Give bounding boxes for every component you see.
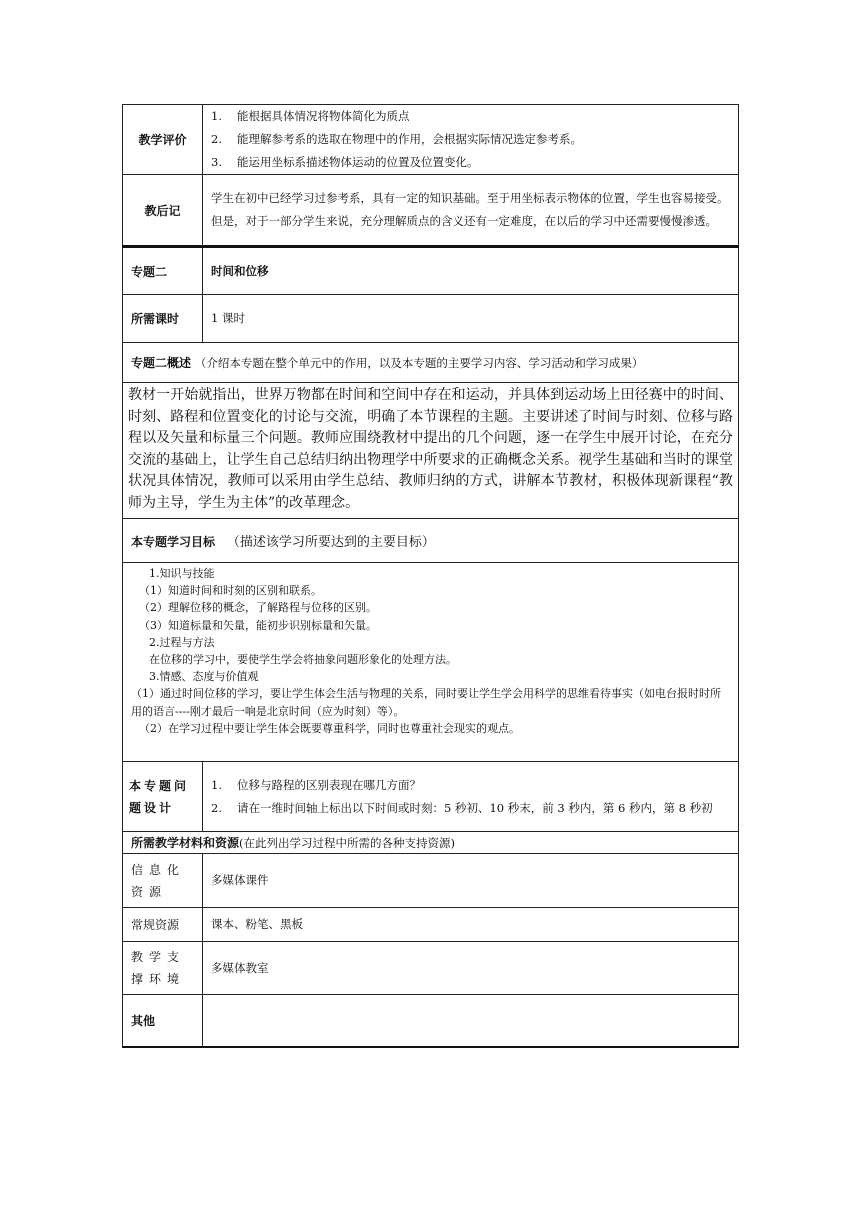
objective-line: 2.过程与方法 [149,635,215,649]
list-item: 2. 能理解参考系的选取在物理中的作用，会根据实际情况选定参考系。 [211,132,582,146]
afterword-row [123,175,739,247]
objective-line: 1.知识与技能 [149,567,215,580]
list-item: 1. 能根据具体情况将物体简化为质点 [211,109,410,123]
topic-label: 专题二 [123,247,203,295]
objective-line: （2）理解位移的概念，了解路程与位移的区别。 [139,601,377,615]
other-value [203,995,739,1047]
lesson-plan-document [122,104,738,1048]
afterword-label: 教后记 [123,175,203,247]
objective-line: 在位移的学习中，要使学生学会将抽象问题形象化的处理方法。 [149,653,457,667]
resource-value: 多媒体课件 [203,854,739,908]
resources-hint: (在此列出学习过程中所需的各种支持资源) [239,836,455,851]
overview-hint: （介绍本专题在整个单元中的作用，以及本专题的主要学习内容、学习活动和学习成果） [194,356,644,370]
resources-label: 所需教学材料和资源 [131,836,240,851]
resource-value: 多媒体教室 [203,942,739,995]
list-item: 1. 位移与路程的区别表现在哪几方面？ [211,777,421,792]
resource-label: 常规资源 [123,908,203,942]
objective-line: 3.情感、态度与价值观 [149,670,259,684]
overview-text: 教材一开始就指出，世界万物都在时间和空间中存在和运动，并具体到运动场上田径赛中的时间、时刻、路程和位置变化的讨论与交流，明确了本节课程的主题。主要讲述了时间与时刻、位移与路程以及矢量和标量三个问题。教师应围绕教材中提出的几个问题，逐一在学生中展开讨论，在充分交流的基础上，让学生自己总结归纳出物理学中所要求的正确概念关系。视学生基础和当时的课堂状况具体情况，教师可以采用由学生总结、教师归纳的方式，讲解本节教材，积极体现新课程“教师为主导，学生为主体”的改革理念。 [123,383,739,519]
questions-list [203,762,739,832]
questions-row [123,762,739,832]
objective-line: （2）在学习过程中要让学生体会既要尊重科学，同时也尊重社会现实的观点。 [139,721,520,735]
lesson-plan-table [122,104,739,1048]
overview-label: 专题二概述 [131,356,192,370]
objective-line: （1）知道时间和时刻的区别和联系。 [139,584,322,598]
objectives-label: 本专题学习目标 [131,535,216,549]
objectives-content [123,563,739,762]
resource-row [123,942,739,995]
objectives-header [123,519,739,563]
other-row [123,995,739,1047]
overview-text-row [123,383,739,519]
list-item: 3. 能运用坐标系描述物体运动的位置及位置变化。 [211,155,479,169]
topic-value: 时间和位移 [203,247,739,295]
resource-label: 教学支撑环境 [123,942,203,995]
resources-header-row [123,832,739,854]
objectives-header-row [123,519,739,563]
questions-label: 本专题问题设计 [123,762,203,832]
objective-line: （1）通过时间位移的学习，要让学生体会生活与物理的关系，同时要让学生学会用科学的思维看待事实（如电台报时时所用的语言----刚才最后一响是北京时间（应为时刻）等）。 [131,687,721,718]
other-label: 其他 [123,995,203,1047]
hours-label: 所需课时 [123,295,203,343]
evaluation-list [203,105,739,175]
resource-row [123,908,739,942]
resources-header [123,832,739,854]
overview-header [123,343,739,383]
hours-value: 1 课时 [203,295,739,343]
resource-label: 信息化资源 [123,854,203,908]
topic-row [123,247,739,295]
overview-header-row [123,343,739,383]
hours-row [123,295,739,343]
objectives-content-row [123,563,739,762]
evaluation-row [123,105,739,175]
objective-line: （3）知道标量和矢量，能初步识别标量和矢量。 [139,618,377,632]
objectives-hint: （描述该学习所要达到的主要目标） [226,535,435,550]
evaluation-label: 教学评价 [123,105,203,175]
resource-value: 课本、粉笔、黑板 [203,908,739,942]
resource-row [123,854,739,908]
afterword-text: 学生在初中已经学习过参考系，具有一定的知识基础。至于用坐标表示物体的位置，学生也容易接受。但是，对于一部分学生来说，充分理解质点的含义还有一定难度，在以后的学习中还需要慢慢渗透。 [203,175,739,247]
list-item: 2. 请在一维时间轴上标出以下时间或时刻：5 秒初、10 秒末，前 3 秒内，第 6 秒内，第 8 秒初 [211,800,713,815]
